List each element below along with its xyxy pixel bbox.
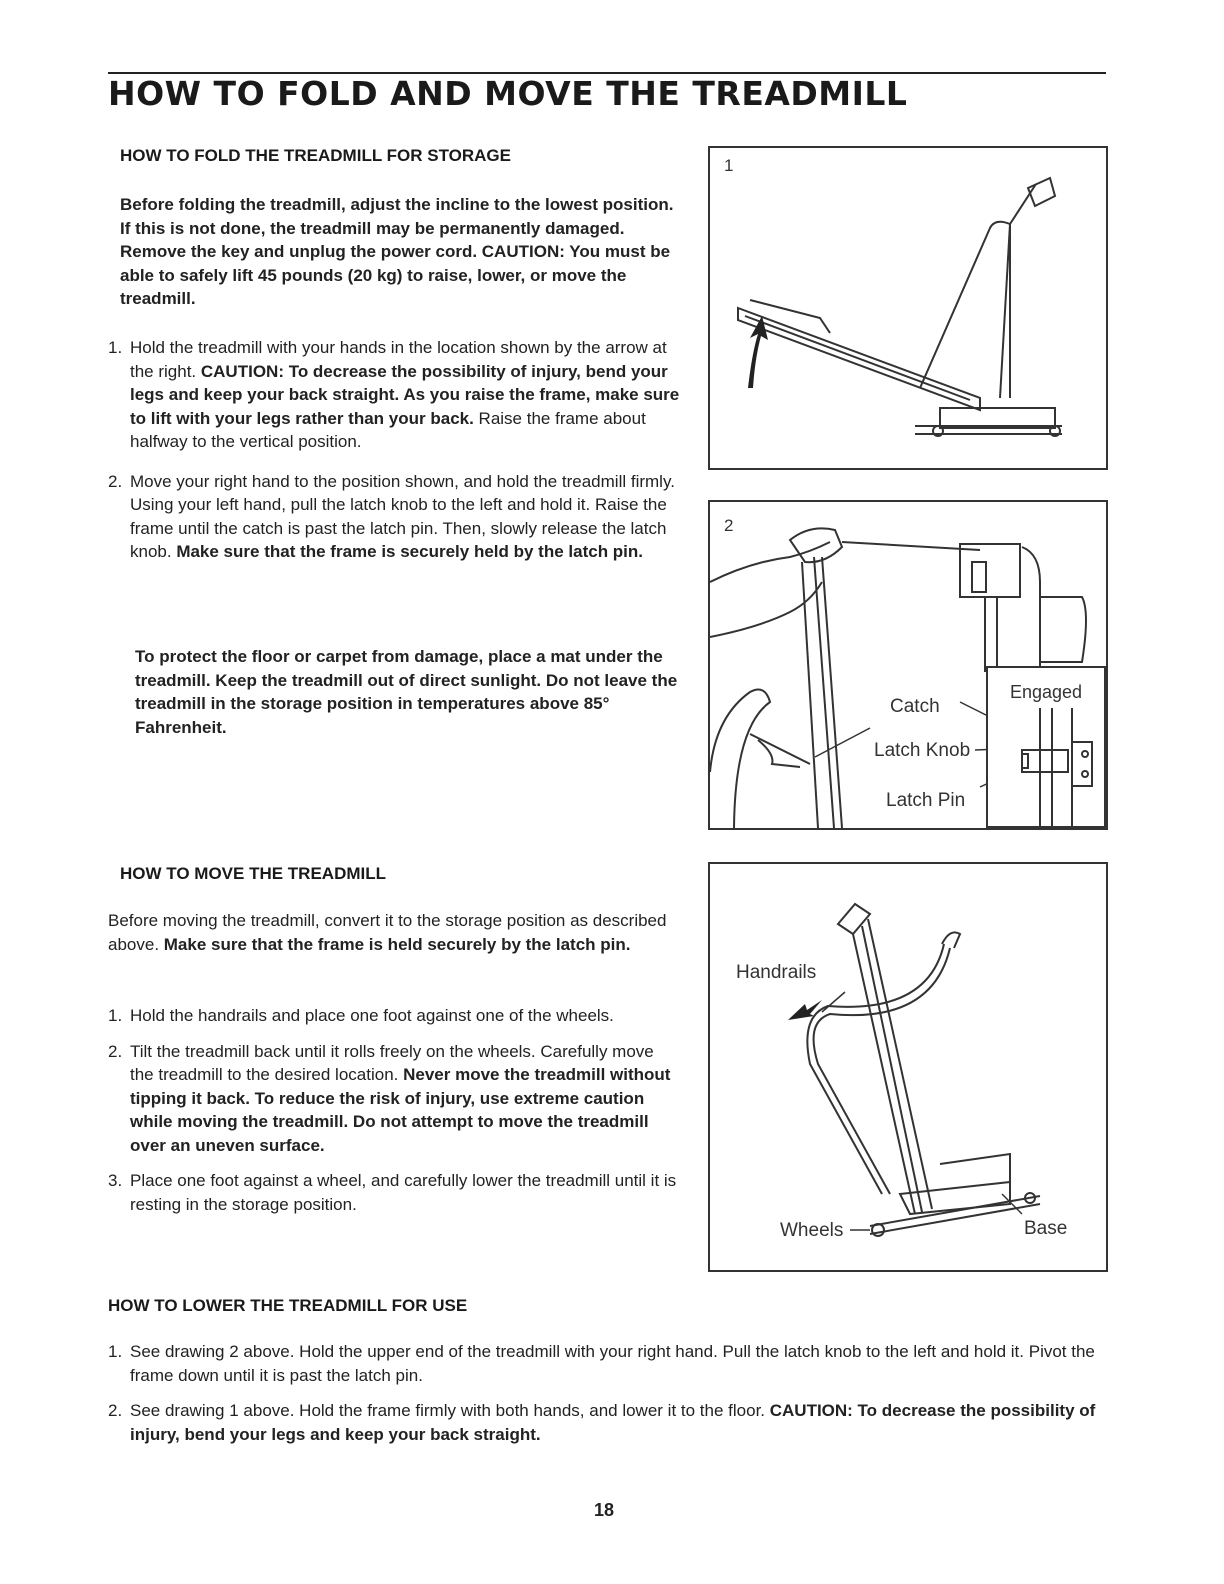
engaged-inset [986,666,1106,828]
latch-knob-label: Latch Knob [874,740,971,761]
move-heading: HOW TO MOVE THE TREADMILL [120,864,387,883]
handrails-label: Handrails [736,962,817,983]
step-number: 2. [108,471,123,491]
storage-protect-note: To protect the floor or carpet from damage, place a mat under the treadmill. Keep the treadmill out of direct sunlight. Do not leave the treadmill in the storage position in temperatures above 85° Fahrenheit. [135,647,678,737]
step-number: 1. [108,1006,123,1025]
lower-step-1 [108,1340,1108,1387]
lower-steps [108,1340,1108,1458]
move-intro [108,909,678,956]
step-text: Hold the handrails and place one foot against one of the wheels. [130,1006,614,1025]
step-note: Make sure that the frame is securely held by the latch pin. [176,542,644,561]
step-number: 3. [108,1171,123,1190]
move-step-3 [108,1169,682,1216]
treadmill-raise-illustration [710,148,1106,468]
move-intro-bold: Make sure that the frame is held securely by the latch pin. [163,934,631,954]
step-caution: CAUTION: To decrease the possibility of injury, bend your legs and keep your back straight. As you raise the frame, make sure to lift with your legs rather than your back. [130,361,680,428]
move-step-1 [108,1004,682,1028]
storage-step-2 [108,470,682,564]
storage-steps [108,336,682,576]
step-text: See drawing 1 above. Hold the frame firmly with both hands, and lower it to the floor. [130,1401,770,1420]
storage-heading: HOW TO FOLD THE TREADMILL FOR STORAGE [120,146,511,165]
figure-number: 1 [724,156,734,175]
lower-step-2 [108,1399,1108,1446]
step-text: Move your right hand to the position shown, and hold the treadmill firmly. Using your left hand, pull the latch knob to the left and hold it. Raise the frame until the catch is past the latch pin. Then, slowly release the latch knob. [130,471,675,561]
catch-label: Catch [890,696,940,717]
arrow-down-left-icon [788,1000,822,1020]
step-text: Hold the treadmill with your hands in the location shown by the arrow at the right. [130,338,667,381]
figure-1 [708,146,1108,470]
base-label: Base [1024,1218,1068,1239]
step-caution: CAUTION: To decrease the possibility of injury, bend your legs and keep your back straight. [130,1401,1096,1444]
page-title: HOW TO FOLD AND MOVE THE TREADMILL [108,74,908,113]
wheels-label: Wheels [780,1220,844,1241]
figure-2 [708,500,1108,830]
step-text: See drawing 2 above. Hold the upper end of the treadmill with your right hand. Pull the latch knob to the left and hold it. Pivot the frame down until it is past the latch pin. [130,1342,1095,1385]
step-text-after: Raise the frame about halfway to the vertical position. [130,408,646,451]
treadmill-move-illustration [710,864,1106,1270]
engaged-label: Engaged [1010,682,1083,702]
figure-number: 2 [724,516,734,535]
figure-3 [708,862,1108,1272]
move-intro-text: Before moving the treadmill, convert it to the storage position as described above. [108,911,667,954]
latch-pin-label: Latch Pin [886,790,966,811]
storage-step-1 [108,336,682,454]
page-number: 18 [594,1500,615,1520]
storage-warning: Before folding the treadmill, adjust the incline to the lowest position. If this is not done, the treadmill may be permanently damaged. Remove the key and unplug the power cord. CAUTION: You must be able to safely lift 45 pounds (20 kg) to raise, lower, or move the treadmill. [120,195,674,308]
move-step-2 [108,1040,682,1158]
step-number: 1. [108,1342,123,1361]
move-steps [108,1004,682,1228]
step-number: 2. [108,1041,123,1061]
step-number: 2. [108,1401,123,1420]
step-caution: Never move the treadmill without tipping it back. To reduce the risk of injury, use extreme caution while moving the treadmill. Do not attempt to move the treadmill over an uneven surface. [130,1065,671,1155]
lower-heading: HOW TO LOWER THE TREADMILL FOR USE [108,1296,468,1315]
step-number: 1. [108,338,123,357]
step-text: Tilt the treadmill back until it rolls freely on the wheels. Carefully move the treadmill to the desired location. [130,1041,654,1084]
arrow-up-icon [748,316,768,388]
step-text: Place one foot against a wheel, and carefully lower the treadmill until it is resting in the storage position. [130,1171,677,1214]
